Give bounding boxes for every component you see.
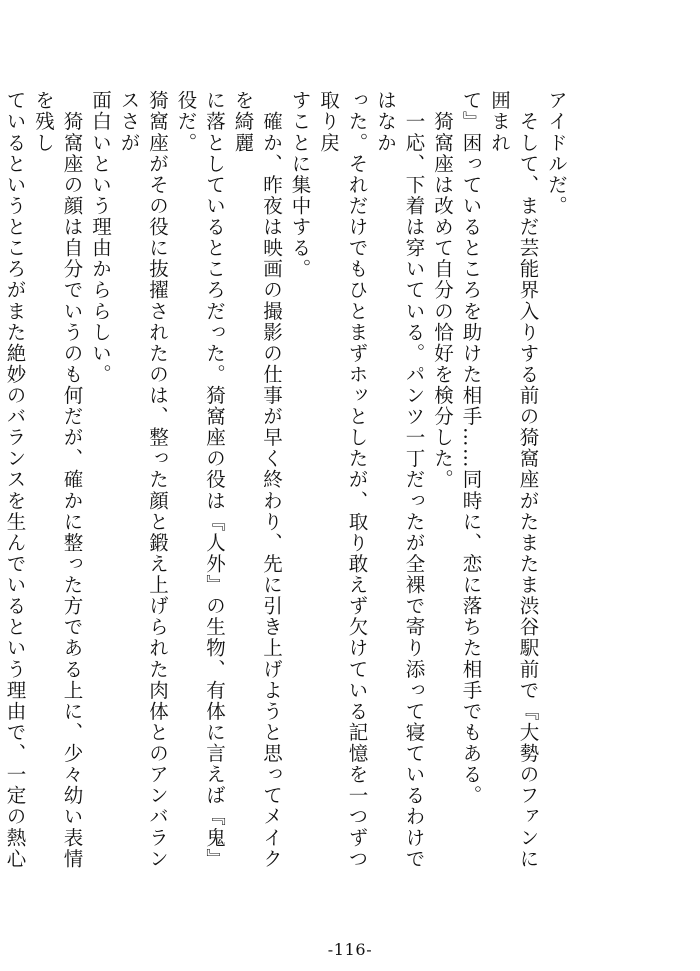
text-line-6: った。それだけでもひとまずホッとしたが、取り敢えず欠けている記憶を一つずつ取り戻 — [317, 90, 369, 870]
text-line-8: 確か、昨夜は映画の撮影の仕事が早く終わり、先に引き上げようと思ってメイクを綺麗 — [231, 90, 283, 870]
text-line-13: ているというところがまた絶妙のバランスを生んでいるという理由で、一定の熱心 — [3, 90, 27, 870]
vertical-text-block — [3, 90, 570, 885]
text-line-10: 猗窩座がその役に抜擢されたのは、整った顔と鍛え上げられた肉体とのアンバランスさが — [117, 90, 169, 870]
text-line-2: そして、まだ芸能界入りする前の猗窩座がたまたま渋谷駅前で『大勢のファンに囲まれ — [488, 90, 540, 870]
text-line-4: 猗窩座は改めて自分の恰好を検分した。 — [431, 90, 454, 491]
text-line-12: 猗窩座の顔は自分でいうのも何だが、確かに整った方である上に、少々幼い表情を残し — [32, 90, 84, 870]
text-line-7: すことに集中する。 — [288, 90, 312, 280]
text-line-11: 面白いという理由かららしい。 — [89, 90, 112, 385]
page-number: -116- — [327, 940, 373, 959]
text-line-9: に落としているところだった。猗窩座の役は『人外』の生物、有体に言えば『鬼』役だ。 — [174, 90, 226, 870]
text-line-5: 一応、下着は穿いている。パンツ一丁だったが全裸で寄り添って寝ているわけではなか — [374, 90, 426, 870]
text-line-3: て』困っているところを助けた相手……同時に、恋に落ちた相手でもある。 — [459, 90, 483, 807]
text-line-1: アイドルだ。 — [545, 90, 568, 217]
